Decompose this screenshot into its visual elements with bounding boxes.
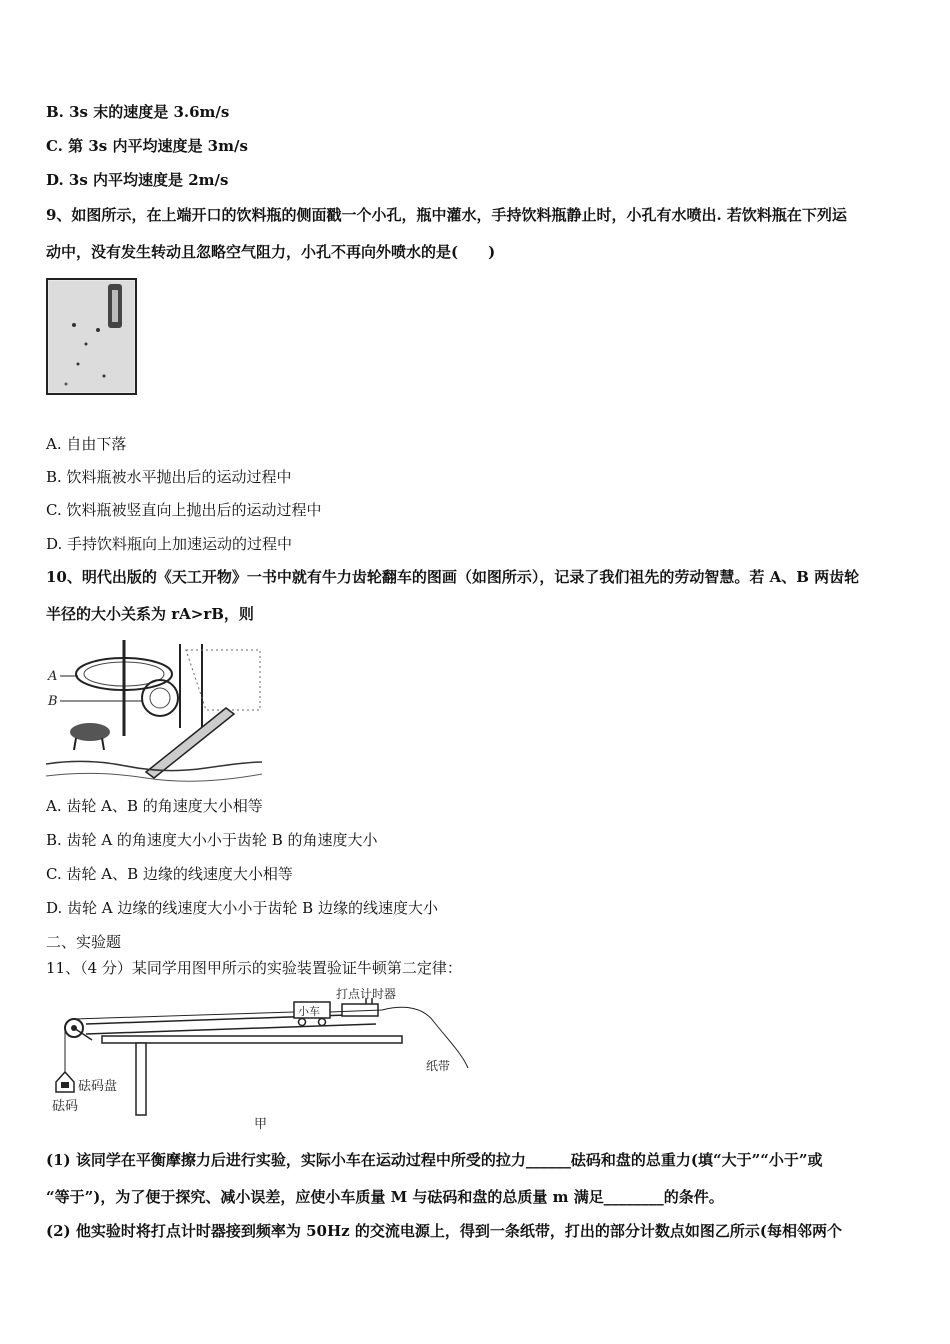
q11-pan-label: 砝码盘 [78,1079,118,1094]
q11-timer-label: 打点计时器 [336,987,397,1001]
q11-part1-line2: “等于”)，为了便于探究、减小误差，应使小车质量 M 与砝码和盘的总质量 m 满足________的条件。 [46,1188,724,1206]
q11-weights-label: 砝码 [52,1099,79,1114]
q9-option-d: D. 手持饮料瓶向上加速运动的过程中 [46,535,293,553]
q11-part2-line1: (2) 他实验时将打点计时器接到频率为 50Hz 的交流电源上，得到一条纸带，打出的部分计数点如图乙所示(每相邻两个 [46,1222,842,1240]
q10-option-b: B. 齿轮 A 的角速度大小小于齿轮 B 的角速度大小 [46,831,378,849]
q11-figure-caption: 甲 [254,1117,268,1132]
q9-option-c: C. 饮料瓶被竖直向上抛出后的运动过程中 [46,501,322,519]
q10-option-c: C. 齿轮 A、B 边缘的线速度大小相等 [46,865,293,883]
q10-option-d: D. 齿轮 A 边缘的线速度大小小于齿轮 B 边缘的线速度大小 [46,899,438,917]
q11-cart-label: 小车 [298,1005,320,1018]
q9-option-a: A. 自由下落 [46,435,127,453]
q10-stem-line1: 10、明代出版的《天工开物》一书中就有牛力齿轮翻车的图画（如图所示），记录了我们祖先的劳动智慧。若 A、B 两齿轮 [46,568,860,586]
q9-bottle-figure [46,278,138,396]
q10-label-a: A [48,669,58,684]
q8-option-b: B. 3s 末的速度是 3.6m/s [46,103,230,121]
q9-option-b: B. 饮料瓶被水平抛出后的运动过程中 [46,468,292,486]
q8-option-c: C. 第 3s 内平均速度是 3m/s [46,137,248,155]
q11-part1-line1: (1) 该同学在平衡摩擦力后进行实验，实际小车在运动过程中所受的拉力______砝码和盘的总重力(填“大于”“小于”或 [46,1151,823,1169]
q9-stem-line1: 9、如图所示，在上端开口的饮料瓶的侧面戳一个小孔，瓶中灌水，手持饮料瓶静止时，小孔有水喷出. 若饮料瓶在下列运 [46,206,847,224]
q10-stem-line2: 半径的大小关系为 rA>rB，则 [46,605,254,623]
section-title-experiment: 二、实验题 [46,933,122,951]
q10-waterwheel-figure [46,640,262,784]
q11-tape-label: 纸带 [426,1059,451,1073]
q10-option-a: A. 齿轮 A、B 的角速度大小相等 [46,797,263,815]
q9-stem-line2: 动中，没有发生转动且忽略空气阻力，小孔不再向外喷水的是( ) [46,243,496,261]
q8-option-d: D. 3s 内平均速度是 2m/s [46,171,229,189]
q11-apparatus-figure [46,984,476,1134]
q10-label-b: B [48,694,58,709]
q11-stem: 11、（4 分）某同学用图甲所示的实验装置验证牛顿第二定律： [46,959,462,977]
